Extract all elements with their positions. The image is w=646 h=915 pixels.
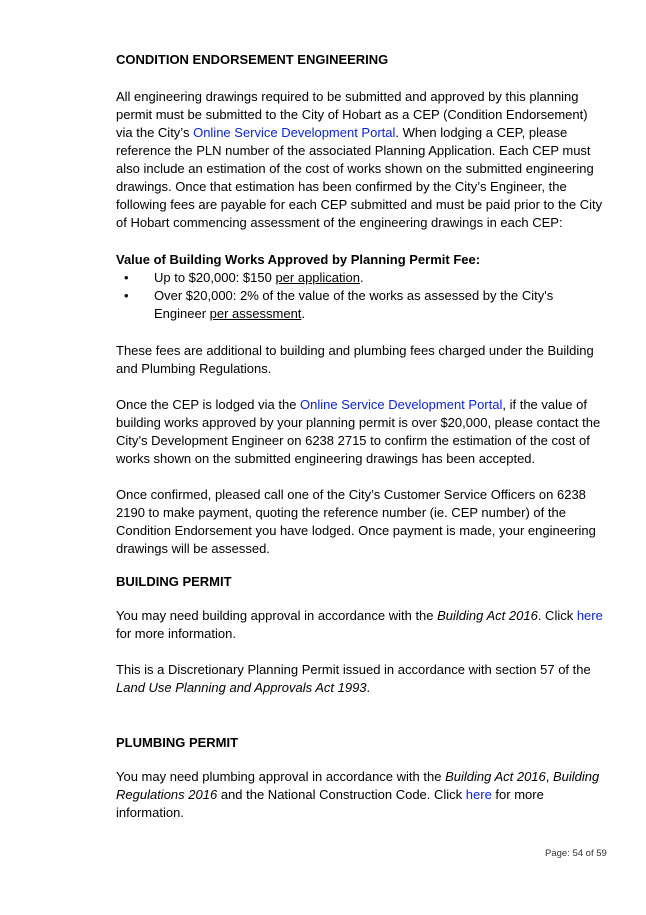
fee-list-item-under-20000 xyxy=(116,269,606,287)
planning-act-title: Land Use Planning and Approvals Act 1993 xyxy=(116,680,367,695)
cep-lodged-text-a: Once the CEP is lodged via the xyxy=(116,397,301,412)
fee-item-underlined: per application xyxy=(275,270,360,285)
building-text-c: for more information. xyxy=(116,626,236,641)
plumbing-here-link[interactable]: here xyxy=(465,787,492,802)
plumbing-approval-paragraph xyxy=(116,768,606,822)
payment-paragraph: Once confirmed, pleased call one of the City’s Customer Service Officers on 6238 2190 to make payment, quoting the reference number (ie. CEP number) of the Condition Endorsement you have lodged. Once payment is made, your engineering drawings will be assessed. xyxy=(116,487,596,556)
bullet-icon: • xyxy=(124,270,129,285)
additional-fees-paragraph: These fees are additional to building and plumbing fees charged under the Building and Plumbing Regulations. xyxy=(116,343,594,376)
cep-lodged-text-b: , if the value of building works approved by your planning permit is over $20,000, please contact the City’s Development Engineer on 6238 2715 to confirm the estimation of the cost of works shown on the submitted engineering drawings has been accepted. xyxy=(116,397,601,466)
discretionary-permit-paragraph xyxy=(116,661,606,697)
plumbing-text-c: for more information. xyxy=(116,787,544,820)
building-regulations-title: Building Regulations 2016 xyxy=(116,769,600,802)
discretionary-text-b: . xyxy=(366,680,371,695)
online-portal-link[interactable]: Online Service Development Portal xyxy=(193,125,396,140)
plumbing-text-b: and the National Construction Code. Click xyxy=(217,787,466,802)
fee-list-item-over-20000 xyxy=(116,287,606,323)
fee-item-end: . xyxy=(301,306,306,321)
plumbing-building-act-title: Building Act 2016 xyxy=(445,769,546,784)
plumbing-text-a: You may need plumbing approval in accordance with the xyxy=(116,769,446,784)
cep-intro-text-b: . When lodging a CEP, please reference the PLN number of the associated Planning Application. Each CEP must also include an estimation of the cost of works shown on the submitted engineering drawings. Once that estimation has been confirmed by the City’s Engineer, the following fees are payable for each CEP submitted and must be paid prior to the City of Hobart commencing assessment of the engineering drawings in each CEP: xyxy=(116,125,603,230)
building-approval-paragraph xyxy=(116,607,606,643)
cep-intro-paragraph xyxy=(116,88,606,232)
discretionary-text-a: This is a Discretionary Planning Permit issued in accordance with section 57 of the xyxy=(116,662,591,677)
bullet-icon: • xyxy=(124,288,129,303)
plumbing-separator: , xyxy=(545,769,553,784)
building-text-a: You may need building approval in accordance with the xyxy=(116,608,438,623)
cep-intro-text-a: All engineering drawings required to be submitted and approved by this planning permit must be submitted to the City of Hobart as a CEP (Condition Endorsement) via the City’s xyxy=(116,89,588,140)
fee-heading: Value of Building Works Approved by Planning Permit Fee: xyxy=(116,252,481,267)
cep-lodged-paragraph xyxy=(116,396,606,468)
cep-heading: CONDITION ENDORSEMENT ENGINEERING xyxy=(116,52,389,67)
building-permit-heading: BUILDING PERMIT xyxy=(116,574,232,589)
page-content xyxy=(116,49,606,822)
plumbing-permit-heading: PLUMBING PERMIT xyxy=(116,735,239,750)
fee-item-text: Up to $20,000: $150 xyxy=(154,270,276,285)
fee-item-text: Over $20,000: 2% of the value of the works as assessed by the City's Engineer xyxy=(154,288,554,321)
building-act-title: Building Act 2016 xyxy=(437,608,538,623)
building-text-b: . Click xyxy=(537,608,577,623)
page-number: Page: 54 of 59 xyxy=(545,848,607,859)
fee-item-end: . xyxy=(360,270,364,285)
building-here-link[interactable]: here xyxy=(576,608,603,623)
online-portal-link-2[interactable]: Online Service Development Portal xyxy=(300,397,503,412)
fee-item-underlined: per assessment xyxy=(209,306,302,321)
fee-list xyxy=(116,269,606,323)
